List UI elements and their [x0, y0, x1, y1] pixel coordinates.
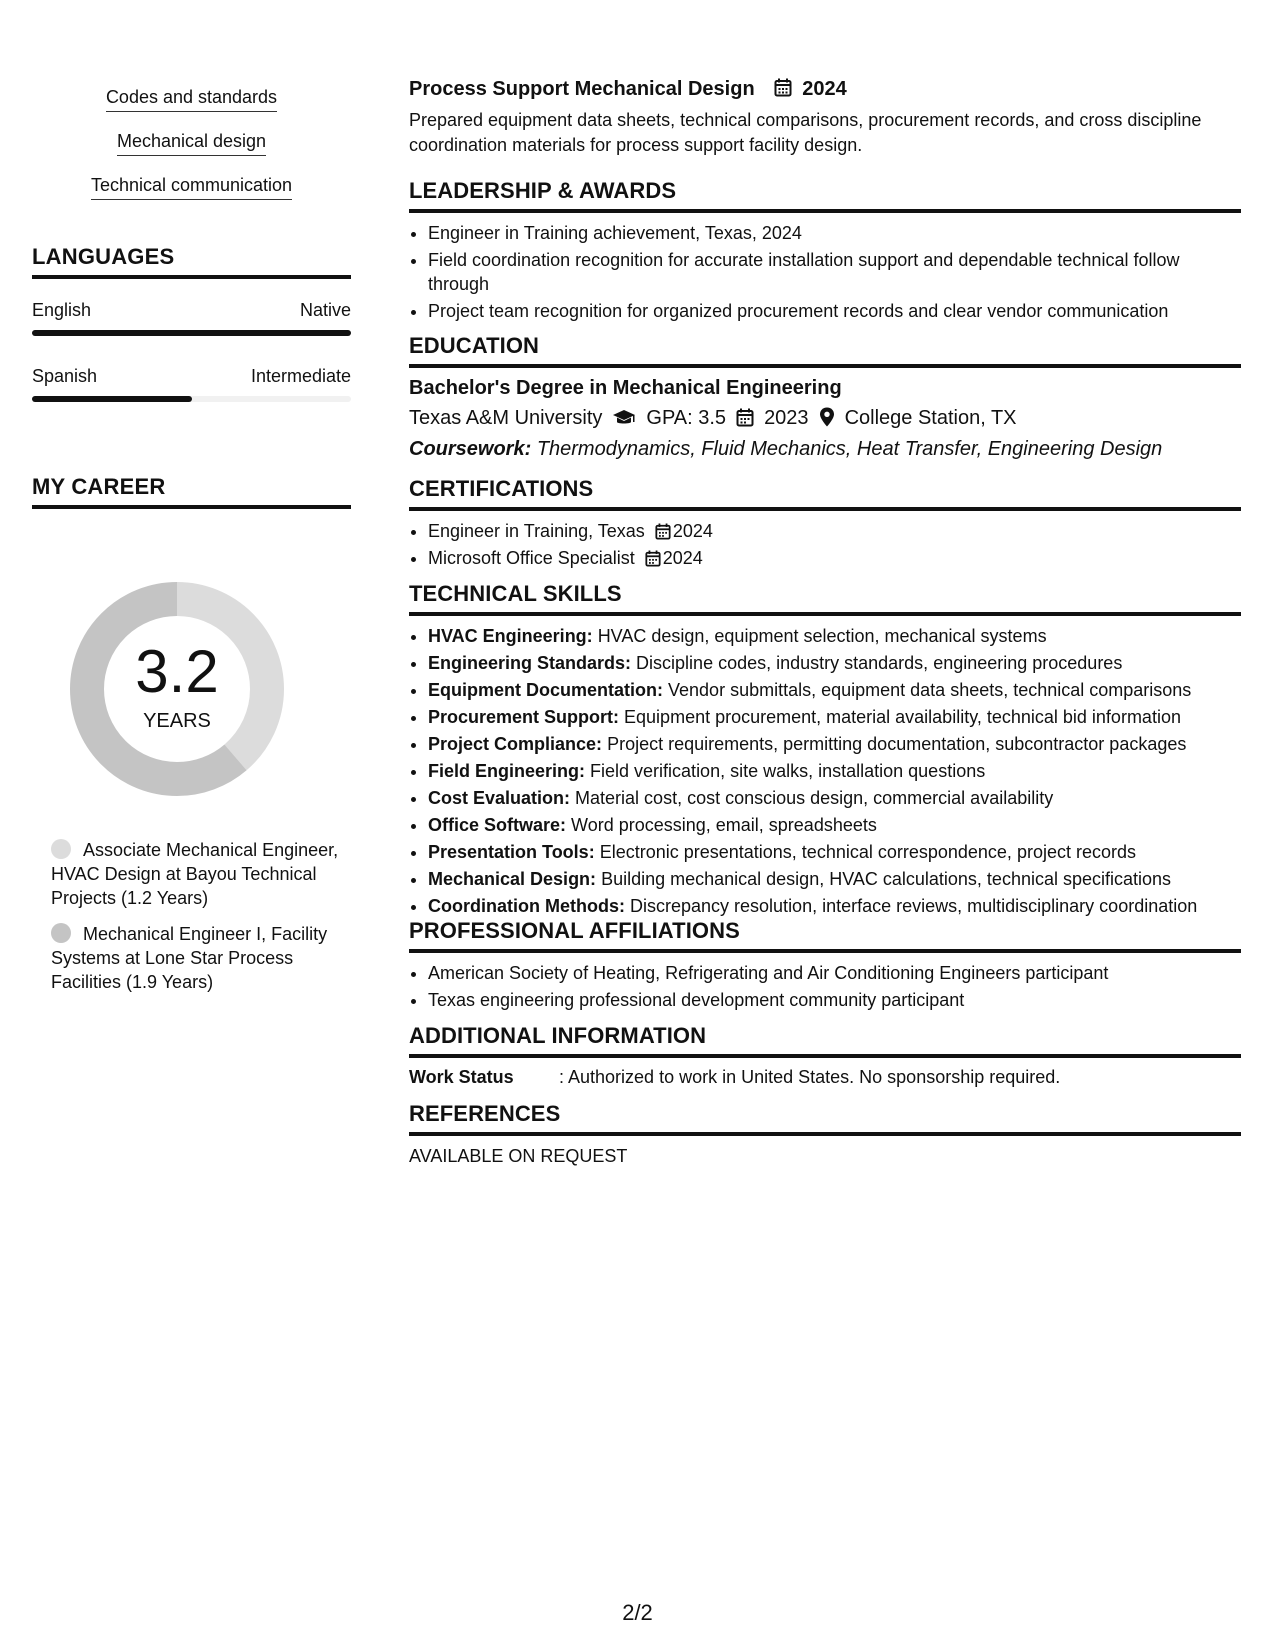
- skill-label: Engineering Standards:: [428, 653, 632, 673]
- career-heading: MY CAREER: [32, 474, 351, 509]
- skill-item: [428, 786, 1241, 811]
- skill-text: Word processing, email, spreadsheets: [571, 815, 877, 835]
- skill-text: Discipline codes, industry standards, engineering procedures: [636, 653, 1123, 673]
- skill-item: [428, 840, 1241, 865]
- languages-section: [32, 244, 351, 432]
- list-item: • Project team recognition for organized procurement records and clear vendor communication: [428, 299, 1241, 323]
- skill-item: [428, 894, 1241, 919]
- education-section: [409, 333, 1241, 461]
- affiliations-section: [409, 918, 1241, 1015]
- language-row: [32, 300, 351, 366]
- certification-year: 2024: [672, 521, 713, 541]
- certification-item: [428, 519, 1241, 544]
- skill-text: Electronic presentations, technical correspondence, project records: [599, 842, 1136, 862]
- leadership-section: [409, 178, 1241, 326]
- legend-dot-icon: [51, 839, 71, 859]
- certifications-section: [409, 476, 1241, 573]
- career-section: [32, 474, 351, 509]
- technical-skills-section: [409, 581, 1241, 921]
- skill-label: Presentation Tools:: [428, 842, 595, 862]
- references-heading: REFERENCES: [409, 1101, 1241, 1136]
- career-legend: [51, 838, 341, 1006]
- additional-info-section: [409, 1023, 1241, 1088]
- career-total-years: 3.2: [135, 638, 219, 705]
- graduation-cap-icon: [612, 409, 636, 427]
- technical-skills-list: [409, 624, 1241, 919]
- coursework: [409, 438, 1241, 461]
- skill-text: Project requirements, permitting documentation, subcontractor packages: [607, 734, 1187, 754]
- certification-item: [428, 546, 1241, 571]
- calendar-icon: [774, 78, 792, 103]
- work-status-key: Work Status: [409, 1067, 514, 1087]
- calendar-icon: [645, 550, 661, 567]
- work-status-row: [409, 1067, 1241, 1088]
- page-number: 2/2: [622, 1600, 653, 1625]
- calendar-icon: [655, 523, 671, 540]
- technical-skills-heading: TECHNICAL SKILLS: [409, 581, 1241, 616]
- certification-year: 2024: [662, 548, 703, 568]
- career-item: [51, 922, 341, 994]
- skill-label: Field Engineering:: [428, 761, 586, 781]
- skill-tag: Codes and standards: [106, 86, 277, 112]
- job-description: Prepared equipment data sheets, technical comparisons, procurement records, and cross discipline coordination materials for process support facility design.: [409, 110, 1202, 155]
- skill-tag: Mechanical design: [117, 130, 266, 156]
- skill-text: Vendor submittals, equipment data sheets, technical comparisons: [668, 680, 1192, 700]
- career-item: [51, 838, 341, 910]
- education-heading: EDUCATION: [409, 333, 1241, 368]
- skill-item: [428, 678, 1241, 703]
- leadership-heading: LEADERSHIP & AWARDS: [409, 178, 1241, 213]
- language-level: Intermediate: [250, 366, 351, 386]
- language-bar: [32, 396, 351, 402]
- education-details: [409, 407, 1241, 430]
- language-bar-fill: [32, 330, 351, 336]
- skill-item: [428, 651, 1241, 676]
- skill-label: Coordination Methods:: [428, 896, 625, 916]
- job-title: Process Support Mechanical Design: [409, 78, 755, 100]
- references-section: [409, 1101, 1241, 1167]
- language-level: Native: [299, 300, 351, 320]
- references-text: AVAILABLE ON REQUEST: [409, 1146, 628, 1166]
- skill-label: Project Compliance:: [428, 734, 603, 754]
- list-item: • Field coordination recognition for accurate installation support and dependable technical follow through: [428, 248, 1241, 296]
- gpa: GPA: 3.5: [646, 407, 727, 429]
- career-item-label: Associate Mechanical Engineer, HVAC Design at Bayou Technical Projects (1.2 Years): [51, 840, 339, 908]
- skill-label: Cost Evaluation:: [428, 788, 571, 808]
- location-pin-icon: [819, 407, 835, 427]
- school-name: Texas A&M University: [409, 407, 603, 429]
- certifications-list: [409, 519, 1241, 571]
- additional-info-heading: ADDITIONAL INFORMATION: [409, 1023, 1241, 1058]
- degree-title: Bachelor's Degree in Mechanical Engineering: [409, 377, 842, 399]
- skill-tags: [32, 86, 351, 218]
- languages-heading: LANGUAGES: [32, 244, 351, 279]
- skill-label: Mechanical Design:: [428, 869, 597, 889]
- graduation-year: 2023: [764, 407, 809, 429]
- list-item: • Texas engineering professional development community participant: [428, 988, 1241, 1013]
- leadership-list: [409, 221, 1241, 323]
- certification-name: Engineer in Training, Texas: [428, 521, 645, 541]
- career-total-unit: YEARS: [143, 710, 211, 732]
- legend-dot-icon: [51, 923, 71, 943]
- affiliations-heading: PROFESSIONAL AFFILIATIONS: [409, 918, 1241, 953]
- language-bar: [32, 330, 351, 336]
- certification-name: Microsoft Office Specialist: [428, 548, 635, 568]
- skill-item: [428, 813, 1241, 838]
- calendar-icon: [736, 408, 754, 427]
- list-item: • Engineer in Training achievement, Texas, 2024: [428, 221, 1241, 245]
- list-item: • American Society of Heating, Refrigerating and Air Conditioning Engineers participant: [428, 961, 1241, 986]
- skill-item: [428, 732, 1241, 757]
- career-donut: [64, 576, 290, 802]
- skill-label: Office Software:: [428, 815, 567, 835]
- affiliations-list: [409, 961, 1241, 1013]
- skill-text: Building mechanical design, HVAC calculations, technical specifications: [601, 869, 1172, 889]
- skill-tag: Technical communication: [91, 174, 292, 200]
- skill-text: Field verification, site walks, installation questions: [590, 761, 986, 781]
- coursework-label: Coursework:: [409, 438, 532, 460]
- skill-label: Equipment Documentation:: [428, 680, 663, 700]
- language-name: English: [32, 300, 92, 320]
- school-location: College Station, TX: [844, 407, 1017, 429]
- skill-item: [428, 624, 1241, 649]
- skill-label: Procurement Support:: [428, 707, 620, 727]
- certifications-heading: CERTIFICATIONS: [409, 476, 1241, 511]
- job-entry-title: [409, 78, 847, 103]
- work-status-value: : Authorized to work in United States. No sponsorship required.: [559, 1067, 1061, 1087]
- skill-item: [428, 759, 1241, 784]
- language-name: Spanish: [32, 366, 98, 386]
- coursework-list: Thermodynamics, Fluid Mechanics, Heat Transfer, Engineering Design: [536, 438, 1163, 460]
- job-year: 2024: [802, 78, 847, 100]
- language-row: [32, 366, 351, 432]
- skill-item: [428, 867, 1241, 892]
- career-item-label: Mechanical Engineer I, Facility Systems at Lone Star Process Facilities (1.9 Years): [51, 924, 328, 992]
- skill-text: Material cost, cost conscious design, commercial availability: [575, 788, 1054, 808]
- language-bar-fill: [32, 396, 192, 402]
- skill-label: HVAC Engineering:: [428, 626, 593, 646]
- skill-item: [428, 705, 1241, 730]
- skill-text: HVAC design, equipment selection, mechanical systems: [597, 626, 1047, 646]
- skill-text: Discrepancy resolution, interface reviews, multidisciplinary coordination: [630, 896, 1198, 916]
- skill-text: Equipment procurement, material availability, technical bid information: [624, 707, 1181, 727]
